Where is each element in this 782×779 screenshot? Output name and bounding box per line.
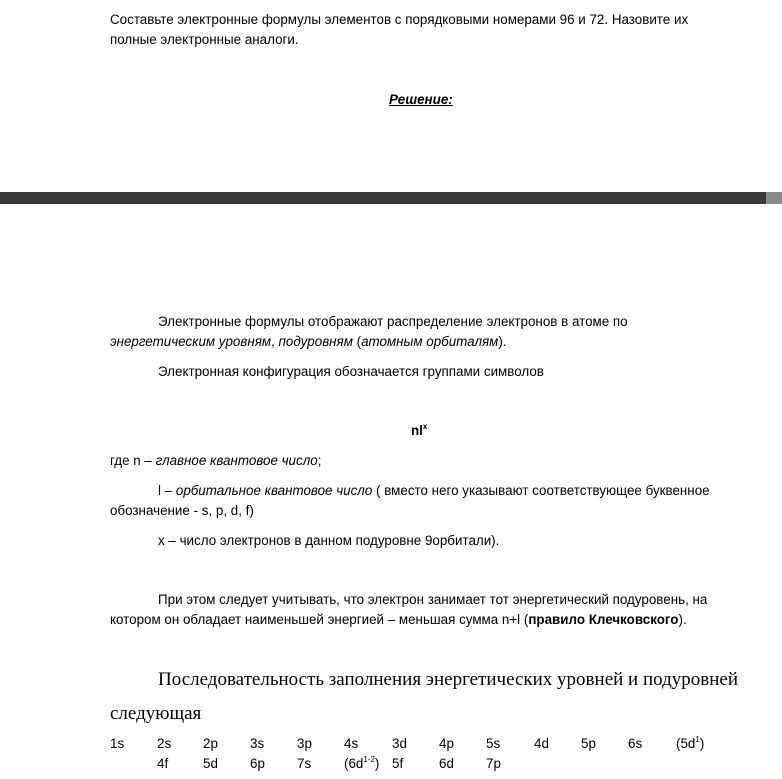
orbital-cell: 5s <box>486 736 501 751</box>
orbital-cell: 2p <box>203 736 218 751</box>
orbital-cell: 4d <box>534 736 549 751</box>
orbital-5d-close: ) <box>699 736 705 751</box>
orbital-cell: 6p <box>250 756 265 771</box>
paragraph-3-text: котором он обладает наименьшей энергией – меньшая сумма n+l ( <box>110 612 529 627</box>
paragraph-1-line-2 <box>110 332 507 352</box>
orbital-5d-sup: 1 <box>695 734 700 744</box>
paragraph-1-line-1: Электронные формулы отображают распределение электронов в атоме по <box>158 314 628 329</box>
orbital-6d-base: (6d <box>344 756 364 771</box>
orbital-cell: 5p <box>581 736 596 751</box>
orbital-cell: 5f <box>392 756 404 771</box>
orbital-cell: 2s <box>157 736 172 751</box>
orbital-cell: 5d <box>203 756 218 771</box>
paren-open: ( <box>352 334 362 349</box>
term-energy-levels: энергетическим уровням <box>110 334 272 349</box>
definition-n-suffix: ; <box>317 453 322 468</box>
definition-l-line-1 <box>158 481 710 501</box>
paragraph-2: Электронная конфигурация обозначается группами символов <box>158 364 544 379</box>
sequence-title-line-1: Последовательность заполнения энергетических уровней и подуровней <box>158 669 738 690</box>
definition-l-prefix: l – <box>158 483 176 498</box>
paren-close: ). <box>498 334 507 349</box>
separator: , <box>271 334 279 349</box>
task-text <box>110 10 770 50</box>
orbital-6d-close: ) <box>374 756 380 771</box>
page-separator-edge <box>766 192 782 204</box>
formula-nlx <box>411 421 427 441</box>
term-orbitals: атомным орбиталям <box>361 334 499 349</box>
klechkovsky-rule: правило Клечковского <box>528 612 679 627</box>
orbital-cell: 4f <box>157 756 169 771</box>
paragraph-3-line-2 <box>110 610 687 630</box>
task-line-1: Составьте электронные формулы элементов с порядковыми номерами 96 и 72. Назовите их <box>110 12 689 27</box>
orbital-cell: 1s <box>110 736 125 751</box>
orbital-5d-base: (5d <box>676 736 696 751</box>
orbital-cell: 4p <box>439 736 454 751</box>
orbital-cell: 3d <box>392 736 407 751</box>
orbital-6d-sup: 1-2 <box>363 754 375 764</box>
formula-sup: x <box>422 421 428 431</box>
definition-n-term: главное квантовое число <box>155 453 318 468</box>
definition-x: x – число электронов в данном подуровне 9орбитали). <box>158 533 500 548</box>
definition-l-term: орбитальное квантовое число <box>175 483 373 498</box>
definition-n <box>110 451 321 471</box>
formula-base: nl <box>411 423 423 438</box>
page-separator <box>0 192 766 204</box>
orbital-cell-6d <box>344 756 379 771</box>
orbital-cell-5d <box>676 736 704 751</box>
orbital-cell: 7s <box>297 756 312 771</box>
sequence-title-line-2: следующая <box>110 703 202 724</box>
solution-heading: Решение: <box>389 92 453 107</box>
definition-l-line-2: обозначение - s, p, d, f) <box>110 503 254 518</box>
term-sublevels: подуровням <box>278 334 353 349</box>
orbital-cell: 6d <box>439 756 454 771</box>
paragraph-3-close: ). <box>678 612 687 627</box>
orbital-cell: 3s <box>250 736 265 751</box>
definition-n-prefix: где n – <box>110 453 156 468</box>
definition-l-rest: ( вместо него указывают соответствующее буквенное <box>372 483 710 498</box>
task-line-2: полные электронные аналоги. <box>110 32 299 47</box>
orbital-cell: 4s <box>344 736 359 751</box>
orbital-cell: 3p <box>297 736 312 751</box>
orbital-cell: 6s <box>628 736 643 751</box>
paragraph-3-line-1: При этом следует учитывать, что электрон занимает тот энергетический подуровень, на <box>158 592 708 607</box>
orbital-cell: 7p <box>486 756 501 771</box>
